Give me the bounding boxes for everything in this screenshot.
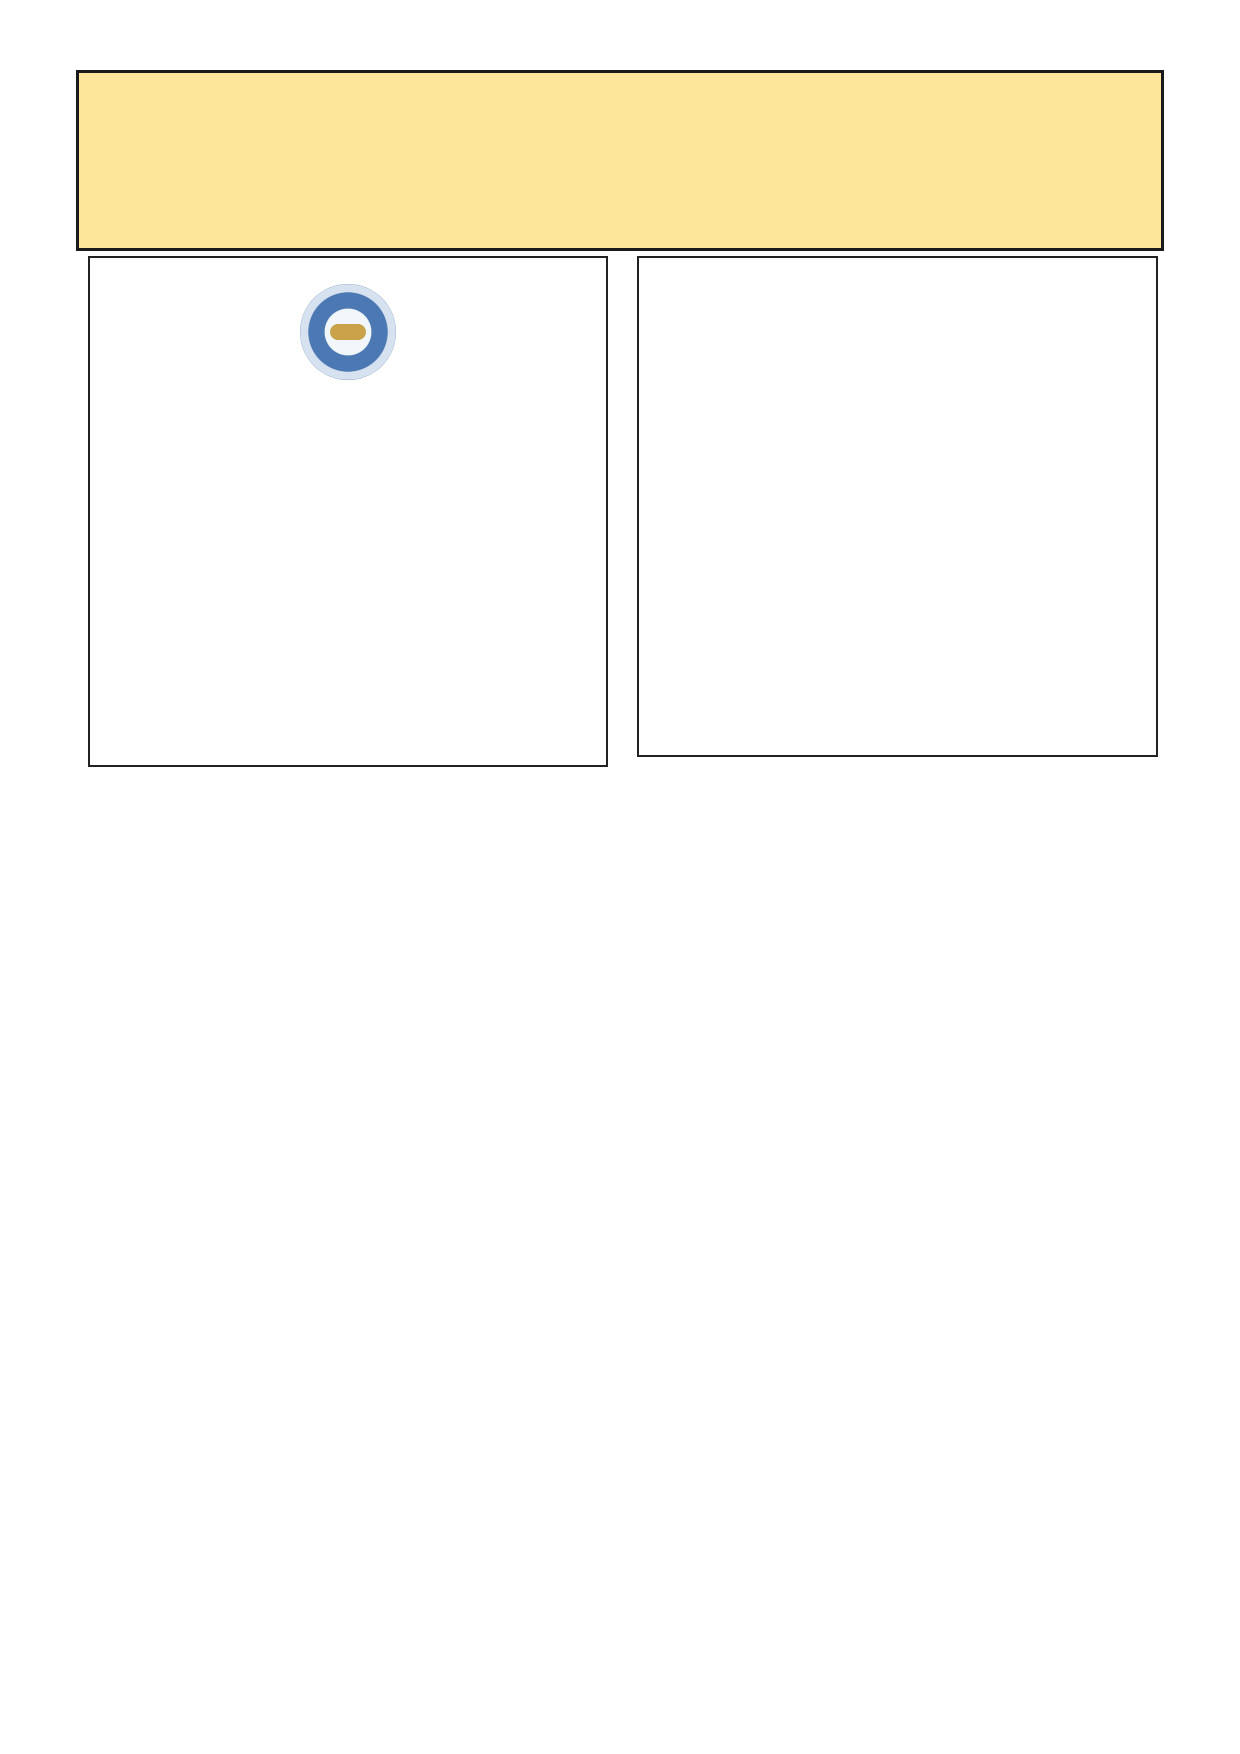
letter-right-signatory-3	[821, 442, 1134, 466]
page-number	[1148, 34, 1188, 60]
letter-left-heading-1	[114, 396, 582, 418]
letter-left-body	[114, 474, 582, 496]
headline-line-3	[103, 187, 1137, 239]
letter-left-date	[114, 444, 582, 466]
letter-right-heading-1	[661, 276, 1134, 298]
letter-left	[88, 256, 608, 767]
letter-left-signature-2	[114, 550, 582, 572]
letter-right-signatory-4	[821, 466, 1134, 490]
article-paragraph	[90, 770, 610, 815]
source-credit	[900, 1518, 1160, 1546]
letter-right-body	[661, 354, 1134, 376]
letter-left-heading-2	[114, 418, 582, 440]
letter-right-heading-2	[661, 298, 1134, 320]
headline-box	[76, 70, 1164, 251]
letter-right-signatory-5	[821, 490, 1134, 514]
letter-right-signatory-2	[821, 418, 1134, 442]
headline-line-2	[103, 135, 1137, 187]
letter-left-signature-1	[114, 512, 582, 534]
letter-right-date	[661, 324, 1134, 346]
letter-right	[637, 256, 1158, 757]
article-paragraph	[634, 770, 1160, 815]
letter-right-signatories	[661, 394, 1134, 514]
headline-line-1	[103, 83, 1137, 135]
article-column-left	[90, 770, 610, 1710]
letter-right-signatory-1	[821, 394, 1134, 418]
article-paragraph	[90, 815, 610, 860]
association-emblem-icon	[300, 284, 396, 380]
